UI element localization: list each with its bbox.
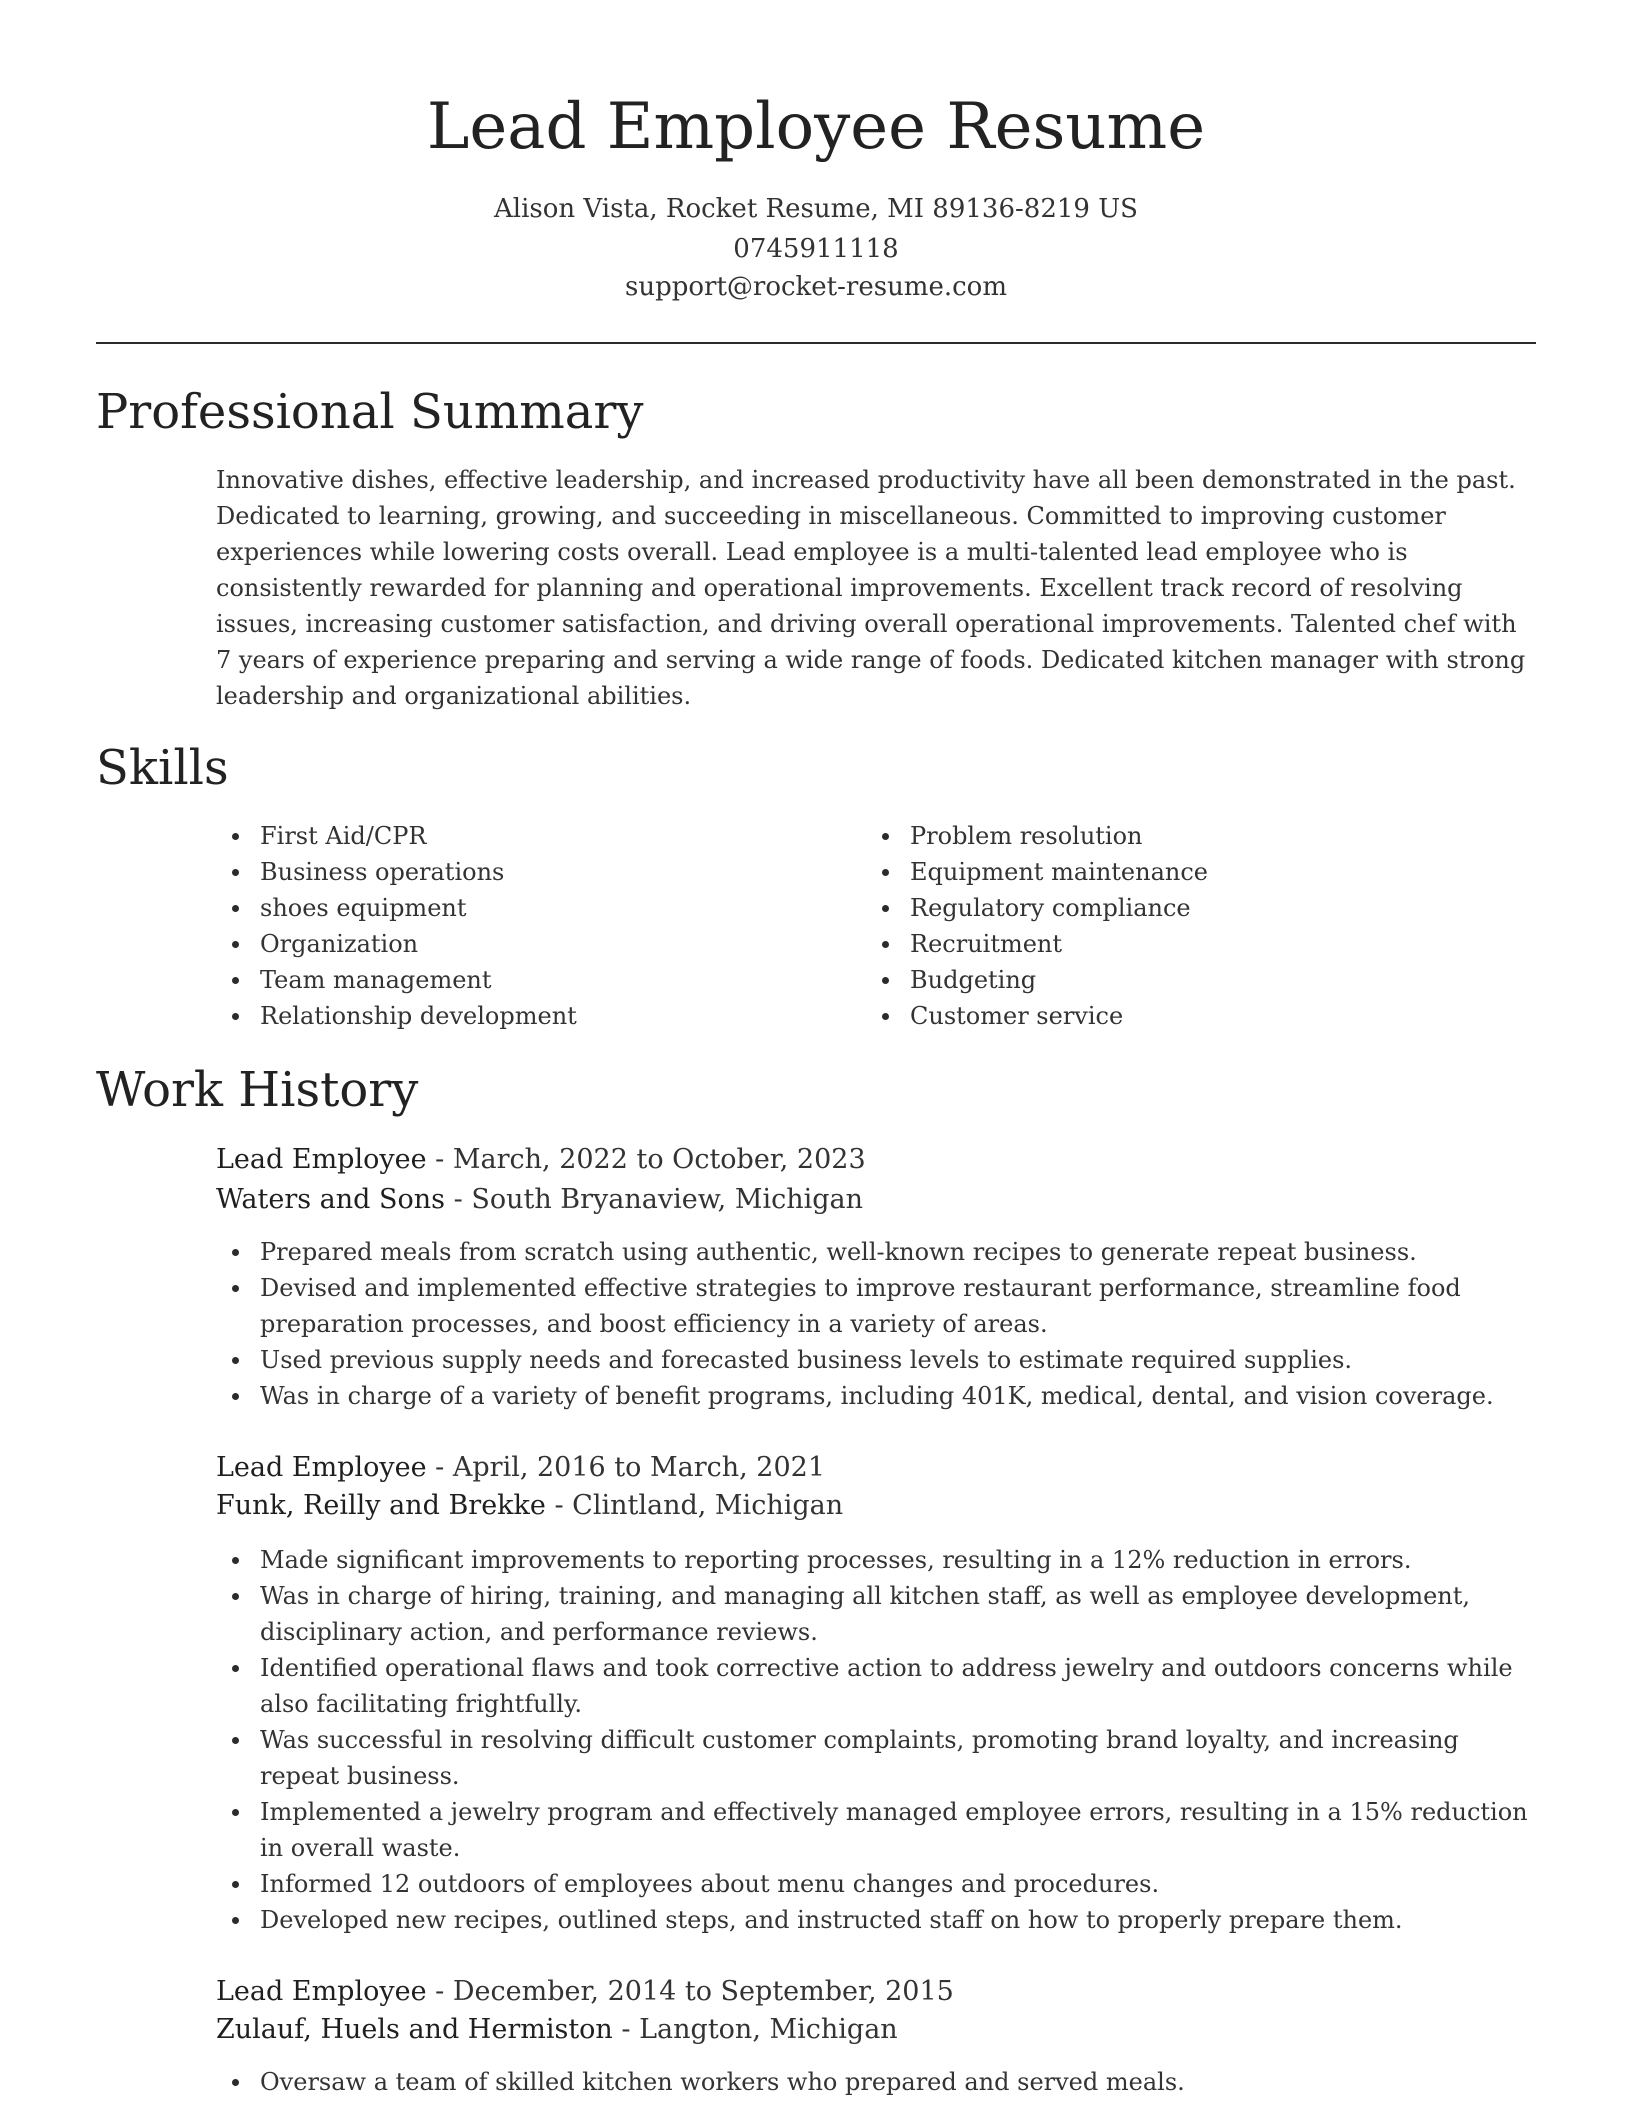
job-bullet: Oversaw a team of skilled kitchen workers who prepared and served meals.	[260, 2064, 1540, 2100]
job-company: Waters and Sons	[216, 1184, 446, 1215]
contact-email: support@rocket-resume.com	[624, 272, 1007, 302]
contact-phone: 0745911118	[733, 234, 899, 264]
job-dates: December, 2014 to September, 2015	[452, 1976, 954, 2007]
job-dates: April, 2016 to March, 2021	[452, 1452, 826, 1483]
skill-item: Regulatory compliance	[910, 890, 1510, 926]
job-company-line: Zulauf, Huels and Hermiston - Langton, Michigan	[216, 2014, 898, 2045]
job-bullets	[260, 1234, 1540, 1414]
job-bullet: Identified operational flaws and took corrective action to address jewelry and outdoors concerns while also facilitating frightfully.	[260, 1650, 1540, 1722]
job-company-line: Funk, Reilly and Brekke - Clintland, Michigan	[216, 1490, 844, 1521]
skills-list-right	[910, 818, 1510, 1034]
job-bullet: Implemented a jewelry program and effectively managed employee errors, resulting in a 15% reduction in overall waste.	[260, 1794, 1540, 1866]
skill-item: Equipment maintenance	[910, 854, 1510, 890]
job-bullets	[260, 2064, 1540, 2100]
job-bullets	[260, 1542, 1540, 1938]
skill-item: Team management	[260, 962, 860, 998]
job-bullet: Was in charge of a variety of benefit programs, including 401K, medical, dental, and vision coverage.	[260, 1378, 1540, 1414]
skill-item: Budgeting	[910, 962, 1510, 998]
job-title-line: Lead Employee - March, 2022 to October, 2023	[216, 1144, 866, 1175]
summary-text: Innovative dishes, effective leadership, and increased productivity have all been demonstrated in the past. Dedicated to learning, growing, and succeeding in miscellaneous. Committed to improving customer experiences while lowering costs overall. Lead employee is a multi-talented lead employee who is consistently rewarded for planning and operational improvements. Excellent track record of resolving issues, increasing customer satisfaction, and driving overall operational improvements. Talented chef with 7 years of experience preparing and serving a wide range of foods. Dedicated kitchen manager with strong leadership and organizational abilities.	[216, 466, 1526, 710]
job-company-line: Waters and Sons - South Bryanaview, Michigan	[216, 1184, 864, 1215]
job-bullet: Was in charge of hiring, training, and managing all kitchen staff, as well as employee development, disciplinary action, and performance reviews.	[260, 1578, 1540, 1650]
job-title: Lead Employee	[216, 1452, 427, 1483]
job-location: Langton, Michigan	[639, 2014, 898, 2045]
job-title: Lead Employee	[216, 1144, 427, 1175]
job-location: South Bryanaview, Michigan	[471, 1184, 864, 1215]
job-bullet: Made significant improvements to reporting processes, resulting in a 12% reduction in errors.	[260, 1542, 1540, 1578]
job-bullet: Was successful in resolving difficult customer complaints, promoting brand loyalty, and increasing repeat business.	[260, 1722, 1540, 1794]
job-bullet: Used previous supply needs and forecasted business levels to estimate required supplies.	[260, 1342, 1540, 1378]
summary-heading: Professional Summary	[96, 384, 644, 440]
header-divider	[96, 342, 1536, 344]
job-bullet: Developed new recipes, outlined steps, and instructed staff on how to properly prepare them.	[260, 1902, 1540, 1938]
skill-item: Relationship development	[260, 998, 860, 1034]
contact-address: Alison Vista, Rocket Resume, MI 89136-8219 US	[494, 194, 1138, 224]
job-company: Funk, Reilly and Brekke	[216, 1490, 546, 1521]
job-title-line: Lead Employee - December, 2014 to September, 2015	[216, 1976, 954, 2007]
skill-item: Organization	[260, 926, 860, 962]
job-company: Zulauf, Huels and Hermiston	[216, 2014, 613, 2045]
job-bullet: Informed 12 outdoors of employees about menu changes and procedures.	[260, 1866, 1540, 1902]
job-title: Lead Employee	[216, 1976, 427, 2007]
skills-list-left	[260, 818, 860, 1034]
job-bullet: Prepared meals from scratch using authentic, well-known recipes to generate repeat business.	[260, 1234, 1540, 1270]
skills-heading: Skills	[96, 740, 229, 796]
job-dates: March, 2022 to October, 2023	[452, 1144, 866, 1175]
job-location: Clintland, Michigan	[572, 1490, 844, 1521]
skill-item: Problem resolution	[910, 818, 1510, 854]
skill-item: First Aid/CPR	[260, 818, 860, 854]
job-bullet: Devised and implemented effective strategies to improve restaurant performance, streamline food preparation processes, and boost efficiency in a variety of areas.	[260, 1270, 1540, 1342]
skill-item: Recruitment	[910, 926, 1510, 962]
skill-item: shoes equipment	[260, 890, 860, 926]
skill-item: Business operations	[260, 854, 860, 890]
resume-title: Lead Employee Resume	[426, 90, 1206, 164]
work-history-heading: Work History	[96, 1062, 419, 1118]
job-title-line: Lead Employee - April, 2016 to March, 2021	[216, 1452, 826, 1483]
skill-item: Customer service	[910, 998, 1510, 1034]
